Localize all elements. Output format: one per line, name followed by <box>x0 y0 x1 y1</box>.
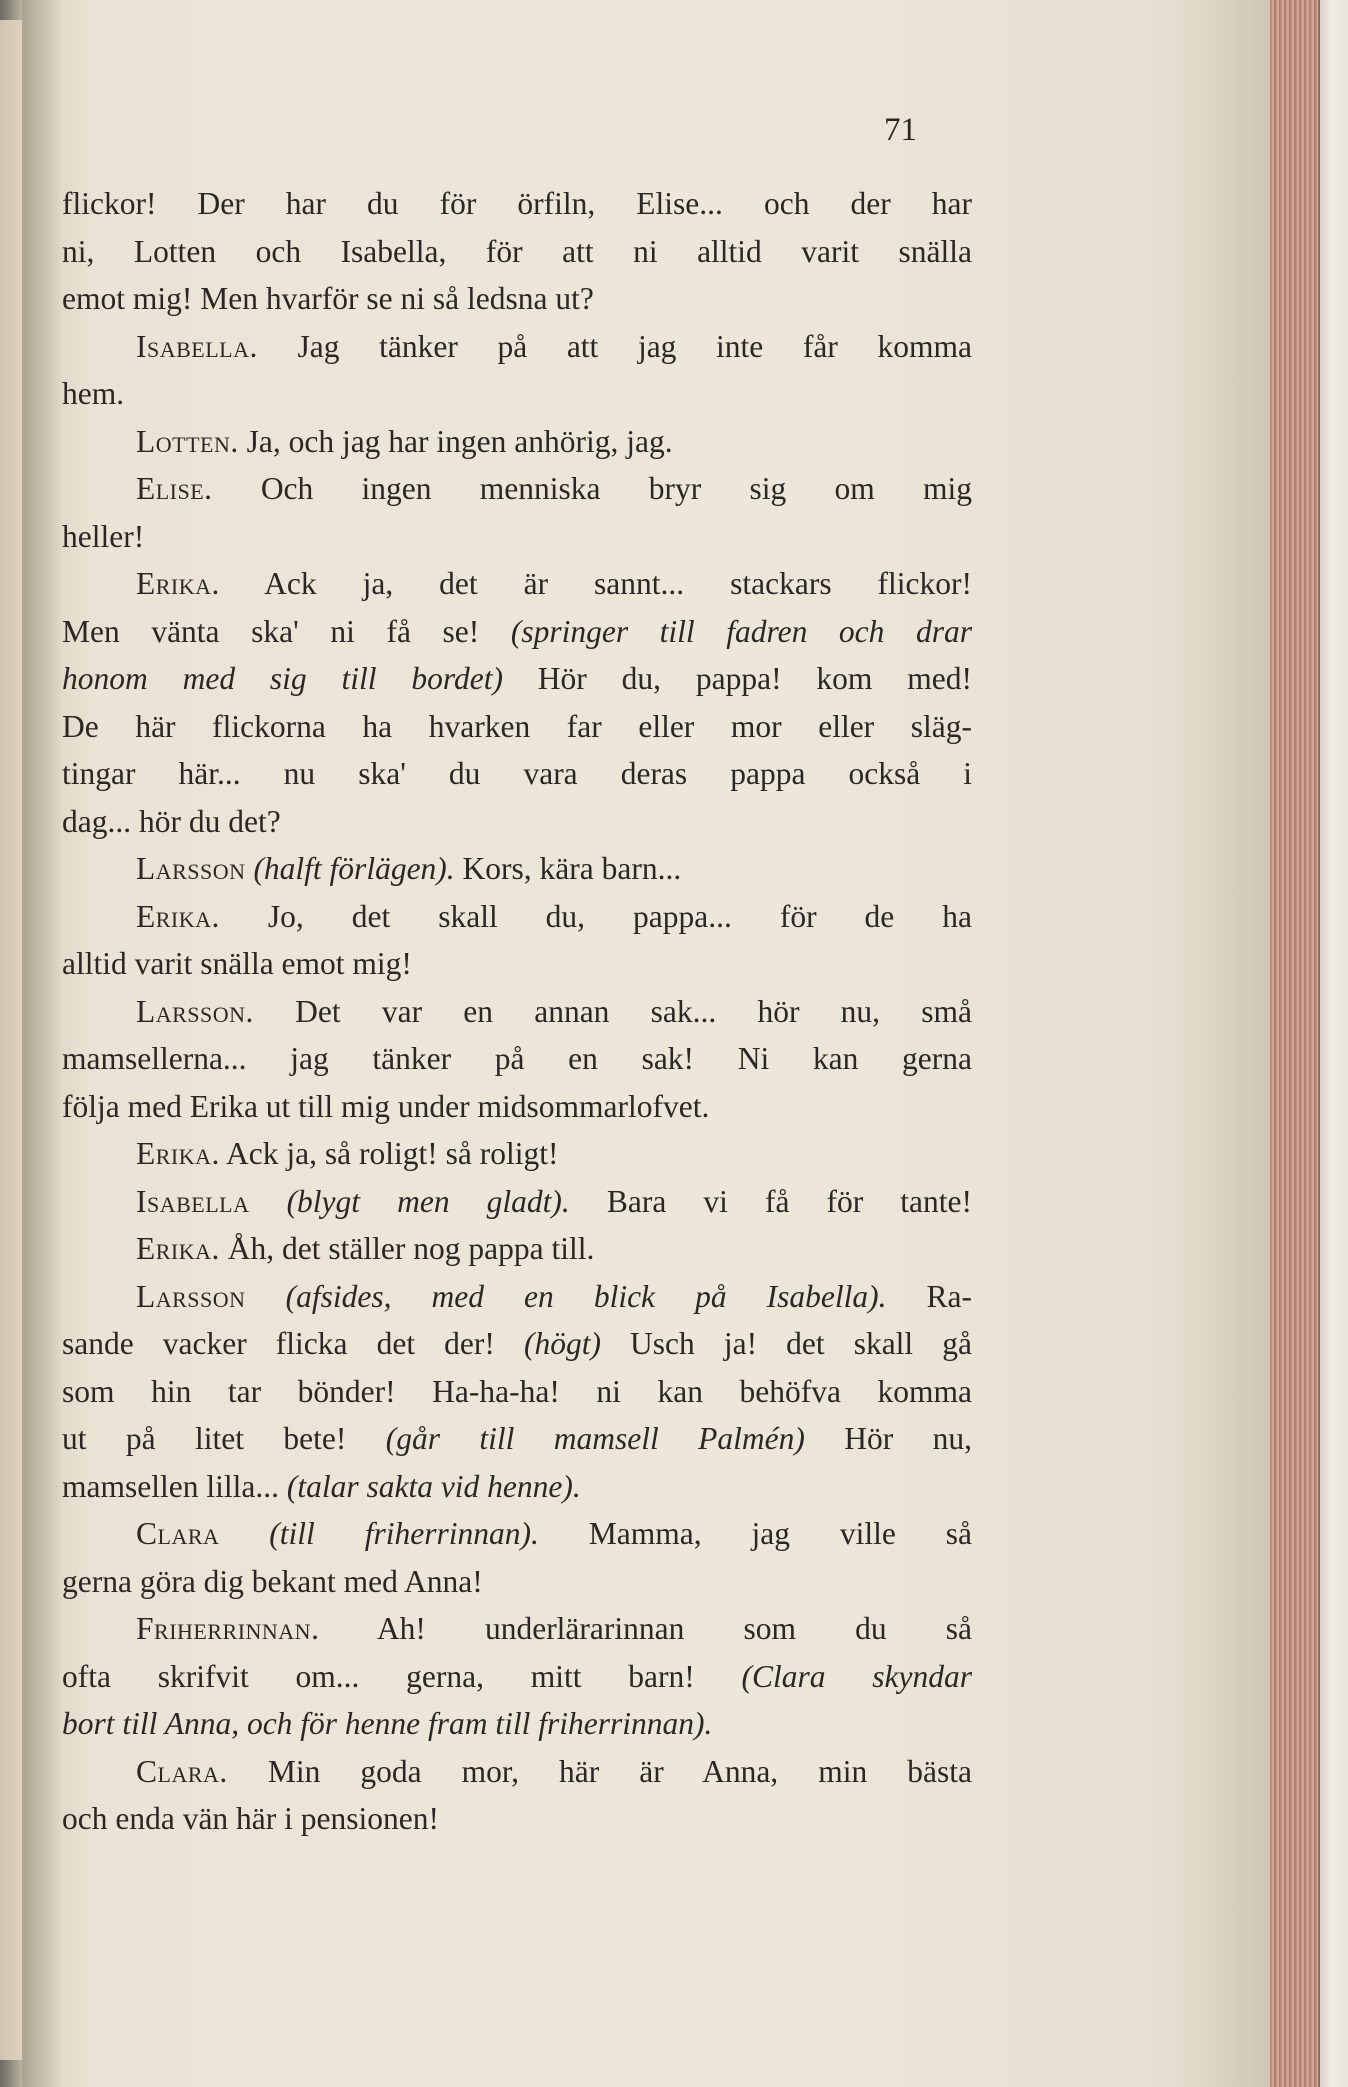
text-line <box>62 370 972 418</box>
text-line <box>62 228 972 276</box>
speaker-name: Erika. <box>136 898 220 934</box>
text-line <box>62 465 972 513</box>
text-line <box>62 1368 972 1416</box>
text-line <box>62 513 972 561</box>
page-number: 71 <box>884 112 917 148</box>
text-line <box>62 655 972 703</box>
speaker-name: Isabella. <box>136 328 258 364</box>
body-text <box>62 180 972 1843</box>
dialogue-text: Åh, det ställer nog pappa till. <box>219 1231 595 1266</box>
dialogue-text: ni, Lotten och Isabella, för att ni alltid varit snälla <box>62 233 972 269</box>
stage-direction: (blygt men gladt). <box>249 1183 570 1219</box>
text-line <box>62 180 972 228</box>
dialogue-text: Bara vi få för tante! <box>569 1183 972 1219</box>
dialogue-text: Men vänta ska' ni få se! <box>62 613 511 649</box>
stage-direction: (går till mamsell Palmén) <box>385 1421 805 1456</box>
text-line <box>62 893 972 941</box>
dialogue-text: Jo, det skall du, pappa... för de ha <box>219 898 972 934</box>
stage-direction: (afsides, med en blick på Isabella). <box>245 1278 887 1314</box>
speaker-name: Erika. <box>136 1136 220 1171</box>
text-line <box>62 1748 972 1796</box>
text-line <box>62 750 972 798</box>
dialogue-text: ofta skrifvit om... gerna, mitt barn! <box>62 1658 742 1694</box>
speaker-name: Elise. <box>136 471 213 506</box>
dialogue-text: Jag tänker på att jag inte får komma <box>257 328 972 364</box>
dialogue-text: Ra- <box>886 1278 973 1314</box>
speaker-name: Larsson <box>136 851 246 886</box>
dialogue-text: och enda vän här i pensionen! <box>62 1801 439 1836</box>
dialogue-text: Ja, och jag har ingen anhörig, jag. <box>238 423 673 459</box>
speaker-name: Lotten. <box>136 423 239 459</box>
speaker-name: Friherrinnan. <box>136 1611 320 1646</box>
text-line <box>62 1225 972 1273</box>
dialogue-text: Hör nu, <box>804 1421 972 1456</box>
text-line <box>62 988 972 1036</box>
text-line <box>62 1035 972 1083</box>
stage-direction: (halft förlägen). <box>245 851 455 886</box>
text-line <box>62 275 972 323</box>
dialogue-text: flickor! Der har du för örfiln, Elise... och der har <box>62 186 972 221</box>
text-line <box>62 1178 972 1226</box>
stage-direction: (Clara skyndar <box>741 1658 972 1694</box>
dialogue-text: Och ingen menniska bryr sig om mig <box>212 471 972 506</box>
dialogue-text: alltid varit snälla emot mig! <box>62 946 412 981</box>
dialogue-text: Hör du, pappa! kom med! <box>502 661 972 696</box>
dialogue-text: heller! <box>62 518 145 554</box>
stage-direction: (högt) <box>523 1326 601 1361</box>
dialogue-text: mamsellerna... jag tänker på en sak! Ni kan gerna <box>62 1041 972 1076</box>
text-line <box>62 1083 972 1131</box>
dialogue-text: Ack ja, så roligt! så roligt! <box>219 1136 559 1171</box>
speaker-name: Clara. <box>136 1753 228 1789</box>
dialogue-text: Det var en annan sak... hör nu, små <box>253 993 972 1029</box>
dialogue-text: Usch ja! det skall gå <box>600 1326 972 1361</box>
text-line <box>62 1653 972 1701</box>
speaker-name: Larsson. <box>136 993 254 1029</box>
text-line <box>62 1130 972 1178</box>
dialogue-text: sande vacker flicka det der! <box>62 1326 524 1361</box>
text-line <box>62 560 972 608</box>
text-line <box>62 845 972 893</box>
dialogue-text: De här flickorna ha hvarken far eller mor eller släg- <box>62 708 972 744</box>
stage-direction: (springer till fadren och drar <box>510 613 972 649</box>
text-line <box>62 418 972 466</box>
stage-direction: bort till Anna, och för henne fram till friherrinnan). <box>62 1706 713 1741</box>
dialogue-text: mamsellen lilla... <box>62 1468 287 1504</box>
dialogue-text: Kors, kära barn... <box>454 851 682 886</box>
text-line <box>62 1700 972 1748</box>
text-line <box>62 608 972 656</box>
text-line <box>62 1273 972 1321</box>
dialogue-text: tingar här... nu ska' du vara deras pappa också i <box>62 756 972 791</box>
stage-direction: (till friherrinnan). <box>219 1516 539 1551</box>
dialogue-text: gerna göra dig bekant med Anna! <box>62 1563 483 1599</box>
dialogue-text: Min goda mor, här är Anna, min bästa <box>227 1753 972 1789</box>
stage-direction: (talar sakta vid henne). <box>286 1468 581 1504</box>
dialogue-text: Mamma, jag ville så <box>538 1516 973 1551</box>
speaker-name: Clara <box>136 1516 220 1551</box>
speaker-name: Larsson <box>136 1278 246 1314</box>
dialogue-text: dag... hör du det? <box>62 803 281 839</box>
dialogue-text: Ah! underlärarinnan som du så <box>319 1611 972 1646</box>
stage-direction: honom med sig till bordet) <box>62 661 503 696</box>
dialogue-text: följa med Erika ut till mig under midsommarlofvet. <box>62 1088 710 1124</box>
dialogue-text: ut på litet bete! <box>62 1421 386 1456</box>
speaker-name: Erika. <box>136 566 220 601</box>
text-line <box>62 1558 972 1606</box>
text-line <box>62 1795 972 1843</box>
text-line <box>62 940 972 988</box>
text-line <box>62 1463 972 1511</box>
text-line <box>62 703 972 751</box>
text-line <box>62 798 972 846</box>
speaker-name: Erika. <box>136 1231 220 1266</box>
dialogue-text: som hin tar bönder! Ha-ha-ha! ni kan behöfva komma <box>62 1373 972 1409</box>
text-line <box>62 1415 972 1463</box>
text-line <box>62 1320 972 1368</box>
book-cover-edge <box>1320 0 1348 2087</box>
spine-shadow <box>22 0 62 2087</box>
speaker-name: Isabella <box>136 1183 250 1219</box>
page-block-edges <box>1270 0 1320 2087</box>
text-line <box>62 323 972 371</box>
text-line <box>62 1510 972 1558</box>
dialogue-text: emot mig! Men hvarför se ni så ledsna ut? <box>62 281 594 316</box>
dialogue-text: hem. <box>62 376 125 411</box>
text-line <box>62 1605 972 1653</box>
dialogue-text: Ack ja, det är sannt... stackars flickor! <box>219 566 972 601</box>
